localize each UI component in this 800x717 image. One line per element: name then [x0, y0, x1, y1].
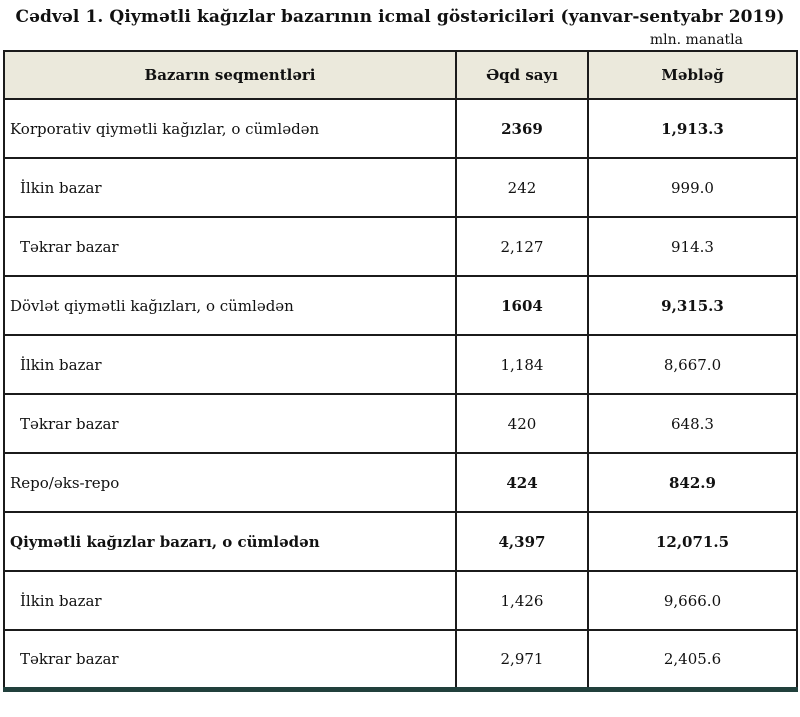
- deal-count-value: 2,971: [456, 630, 588, 689]
- deal-count-value: 2,127: [456, 217, 588, 276]
- securities-summary-table: [3, 50, 798, 692]
- amount-value: 2,405.6: [588, 630, 797, 689]
- segment-label: Korporativ qiymətli kağızlar, o cümlədən: [4, 99, 456, 158]
- table-header: [4, 51, 797, 99]
- table-row: [4, 453, 797, 512]
- table-row: [4, 571, 797, 630]
- header-row: [4, 51, 797, 99]
- amount-value: 9,666.0: [588, 571, 797, 630]
- deal-count-value: 1604: [456, 276, 588, 335]
- segment-label: Təkrar bazar: [4, 630, 456, 689]
- segment-label: Dövlət qiymətli kağızları, o cümlədən: [4, 276, 456, 335]
- deal-count-value: 2369: [456, 99, 588, 158]
- amount-value: 1,913.3: [588, 99, 797, 158]
- deal-count-value: 4,397: [456, 512, 588, 571]
- amount-value: 999.0: [588, 158, 797, 217]
- segment-label: İlkin bazar: [4, 158, 456, 217]
- deal-count-value: 420: [456, 394, 588, 453]
- amount-value: 842.9: [588, 453, 797, 512]
- segment-label: Repo/əks-repo: [4, 453, 456, 512]
- segment-label: İlkin bazar: [4, 571, 456, 630]
- segment-label: Qiymətli kağızlar bazarı, o cümlədən: [4, 512, 456, 571]
- table-row: [4, 630, 797, 689]
- amount-value: 914.3: [588, 217, 797, 276]
- table-row: [4, 99, 797, 158]
- table-body: [4, 99, 797, 689]
- column-header-segments: Bazarın seqmentləri: [4, 51, 456, 99]
- unit-note: mln. manatla: [649, 32, 743, 48]
- table-row: [4, 276, 797, 335]
- table-row: [4, 158, 797, 217]
- page-title: Cədvəl 1. Qiymətli kağızlar bazarının icmal göstəriciləri (yanvar-sentyabr 2019): [15, 7, 785, 27]
- amount-value: 12,071.5: [588, 512, 797, 571]
- amount-value: 9,315.3: [588, 276, 797, 335]
- table-row: [4, 335, 797, 394]
- segment-label: İlkin bazar: [4, 335, 456, 394]
- deal-count-value: 424: [456, 453, 588, 512]
- table-row: [4, 394, 797, 453]
- deal-count-value: 1,184: [456, 335, 588, 394]
- column-header-deal-count: Əqd sayı: [456, 51, 588, 99]
- segment-label: Təkrar bazar: [4, 394, 456, 453]
- table-row: [4, 512, 797, 571]
- deal-count-value: 1,426: [456, 571, 588, 630]
- column-header-amount: Məbləğ: [588, 51, 797, 99]
- table-row: [4, 217, 797, 276]
- amount-value: 8,667.0: [588, 335, 797, 394]
- amount-value: 648.3: [588, 394, 797, 453]
- segment-label: Təkrar bazar: [4, 217, 456, 276]
- deal-count-value: 242: [456, 158, 588, 217]
